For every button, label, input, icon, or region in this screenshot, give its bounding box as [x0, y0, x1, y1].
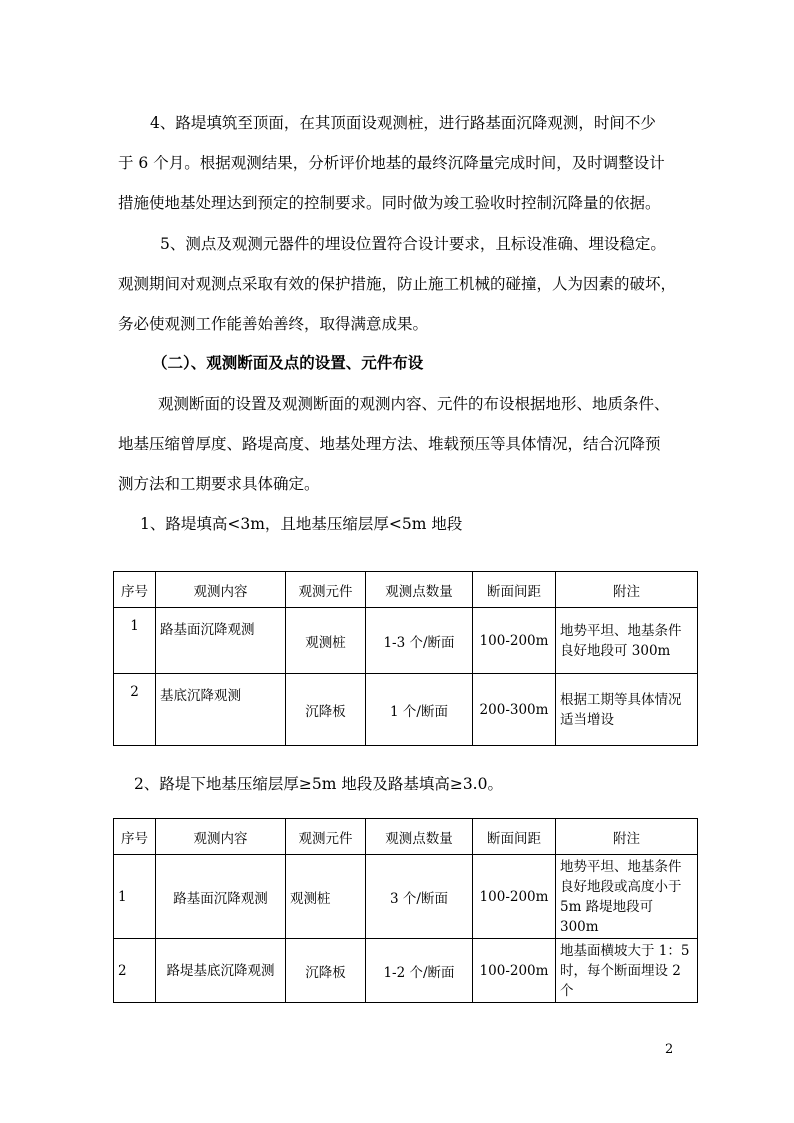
text-line: 测方法和工期要求具体确定。: [118, 475, 320, 493]
header-cell: 断面间距: [473, 572, 556, 608]
table-row: [114, 674, 698, 746]
cell-index: 1: [114, 855, 156, 939]
subsection-title-1: 1、路堤填高<3m，且地基压缩层厚<5m 地段: [140, 515, 463, 533]
cell-element: 观测桩: [286, 855, 366, 939]
observation-table-2: [113, 818, 698, 1003]
cell-element: 沉降板: [286, 939, 366, 1003]
cell-element: 沉降板: [286, 674, 366, 746]
text-line: 措施使地基处理达到预定的控制要求。同时做为竣工验收时控制沉降量的依据。: [118, 194, 661, 212]
text-line: 务必使观测工作能善始善终，取得满意成果。: [118, 315, 429, 333]
observation-table-1: [113, 571, 698, 746]
cell-note: 地势平坦、地基条件良好地段可 300m: [556, 608, 698, 674]
table-row: [114, 855, 698, 939]
text-line: 4、路堤填筑至顶面，在其顶面设观测桩，进行路基面沉降观测，时间不少: [150, 114, 656, 132]
text-line: 地基压缩曾厚度、路堤高度、地基处理方法、堆载预压等具体情况，结合沉降预: [118, 435, 661, 453]
cell-index: 1: [114, 608, 156, 674]
table-row: [114, 939, 698, 1003]
cell-content: 路基面沉降观测: [156, 608, 286, 674]
cell-spacing: 100-200m: [473, 608, 556, 674]
cell-count: 1 个/断面: [366, 674, 473, 746]
cell-spacing: 100-200m: [473, 855, 556, 939]
header-cell: 观测点数量: [366, 572, 473, 608]
cell-count: 1-2 个/断面: [366, 939, 473, 1003]
text-line: 观测断面的设置及观测断面的观测内容、元件的布设根据地形、地质条件、: [158, 395, 670, 413]
header-cell: 观测点数量: [366, 819, 473, 855]
cell-index: 2: [114, 674, 156, 746]
header-cell: 断面间距: [473, 819, 556, 855]
cell-content: 路堤基底沉降观测: [156, 939, 286, 1003]
header-cell: 序号: [114, 572, 156, 608]
header-cell: 序号: [114, 819, 156, 855]
cell-spacing: 100-200m: [473, 939, 556, 1003]
cell-note: 地势平坦、地基条件良好地段或高度小于 5m 路堤地段可 300m: [556, 855, 698, 939]
table-header-row: [114, 819, 698, 855]
text-line: 5、测点及观测元器件的埋设位置符合设计要求，且标设准确、埋设稳定。: [160, 235, 666, 253]
cell-element: 观测桩: [286, 608, 366, 674]
cell-count: 3 个/断面: [366, 855, 473, 939]
header-cell: 附注: [556, 572, 698, 608]
text-line: 于 6 个月。根据观测结果，分析评价地基的最终沉降量完成时间，及时调整设计: [118, 154, 665, 172]
header-cell: 附注: [556, 819, 698, 855]
table-header-row: [114, 572, 698, 608]
subsection-title-2: 2、路堤下地基压缩层厚≥5m 地段及路基填高≥3.0。: [134, 775, 503, 793]
cell-content: 路基面沉降观测: [156, 855, 286, 939]
cell-spacing: 200-300m: [473, 674, 556, 746]
header-cell: 观测元件: [286, 819, 366, 855]
table-row: [114, 608, 698, 674]
cell-index: 2: [114, 939, 156, 1003]
header-cell: 观测内容: [156, 819, 286, 855]
section-heading: （二）、观测断面及点的设置、元件布设: [152, 353, 424, 372]
cell-note: 地基面横坡大于 1：5 时，每个断面埋设 2 个: [556, 939, 698, 1003]
cell-content: 基底沉降观测: [156, 674, 286, 746]
header-cell: 观测元件: [286, 572, 366, 608]
cell-note: 根据工期等具体情况适当增设: [556, 674, 698, 746]
cell-count: 1-3 个/断面: [366, 608, 473, 674]
text-line: 观测期间对观测点采取有效的保护措施，防止施工机械的碰撞，人为因素的破坏，: [118, 275, 677, 293]
page-number: 2: [665, 1042, 674, 1057]
header-cell: 观测内容: [156, 572, 286, 608]
